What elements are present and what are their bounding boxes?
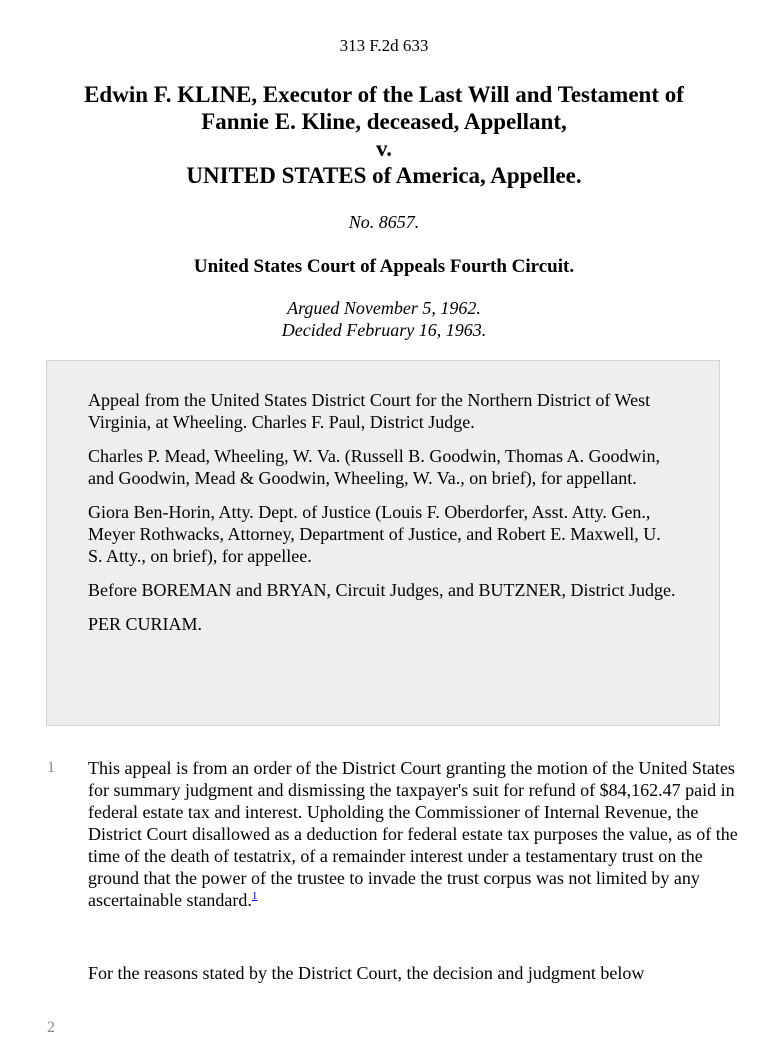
caption-appellant-line-1: Edwin F. KLINE, Executor of the Last Will and Testament of xyxy=(84,82,684,107)
headnote-box xyxy=(46,360,720,726)
paragraph-text: This appeal is from an order of the District Court granting the motion of the United States for summary judgment and dismissing the taxpayer's suit for refund of $84,162.47 paid in federal estate tax and interest. Upholding the Commissioner of Internal Revenue, the District Court disallowed as a deduction for federal estate tax purposes the value, as of the time of the death of testatrix, of a remainder interest under a testamentary trust on the ground that the power of the trustee to invade the trust corpus was not limited by any ascertainable standard. xyxy=(88,758,738,910)
case-caption xyxy=(0,81,768,189)
paragraph-text: For the reasons stated by the District Court, the decision and judgment below xyxy=(88,963,645,983)
paragraph-number: 1 xyxy=(47,759,55,776)
docket-number: No. 8657. xyxy=(348,212,420,232)
judges-panel: Before BOREMAN and BRYAN, Circuit Judges, and BUTZNER, District Judge. xyxy=(88,580,676,600)
case-citation: 313 F.2d 633 xyxy=(339,36,429,55)
caption-appellee: UNITED STATES of America, Appellee. xyxy=(186,163,582,188)
case-dates xyxy=(0,297,768,341)
footnote-link[interactable]: 1 xyxy=(251,890,258,902)
decided-date: Decided February 16, 1963. xyxy=(281,320,487,340)
appellant-counsel: Charles P. Mead, Wheeling, W. Va. (Russell B. Goodwin, Thomas A. Goodwin, and Goodwin, Mead & Goodwin, Wheeling, W. Va., on brief), for appellant. xyxy=(88,446,660,488)
appellee-counsel: Giora Ben-Horin, Atty. Dept. of Justice (Louis F. Oberdorfer, Asst. Atty. Gen., Meyer Rothwacks, Attorney, Department of Justice, and Robert E. Maxwell, U. S. Atty., on brief), for appellee. xyxy=(88,502,661,566)
caption-appellant-line-2: Fannie E. Kline, deceased, Appellant, xyxy=(201,109,567,134)
opinion-paragraph xyxy=(88,757,738,911)
opinion-paragraph xyxy=(88,962,738,984)
per-curiam: PER CURIAM. xyxy=(88,614,203,634)
court-name: United States Court of Appeals Fourth Circuit. xyxy=(193,256,575,277)
argued-date: Argued November 5, 1962. xyxy=(287,298,481,318)
paragraph-number: 2 xyxy=(47,1019,55,1036)
appeal-origin: Appeal from the United States District Court for the Northern District of West Virginia, at Wheeling. Charles F. Paul, District Judge. xyxy=(88,390,651,432)
caption-versus: v. xyxy=(376,136,392,161)
